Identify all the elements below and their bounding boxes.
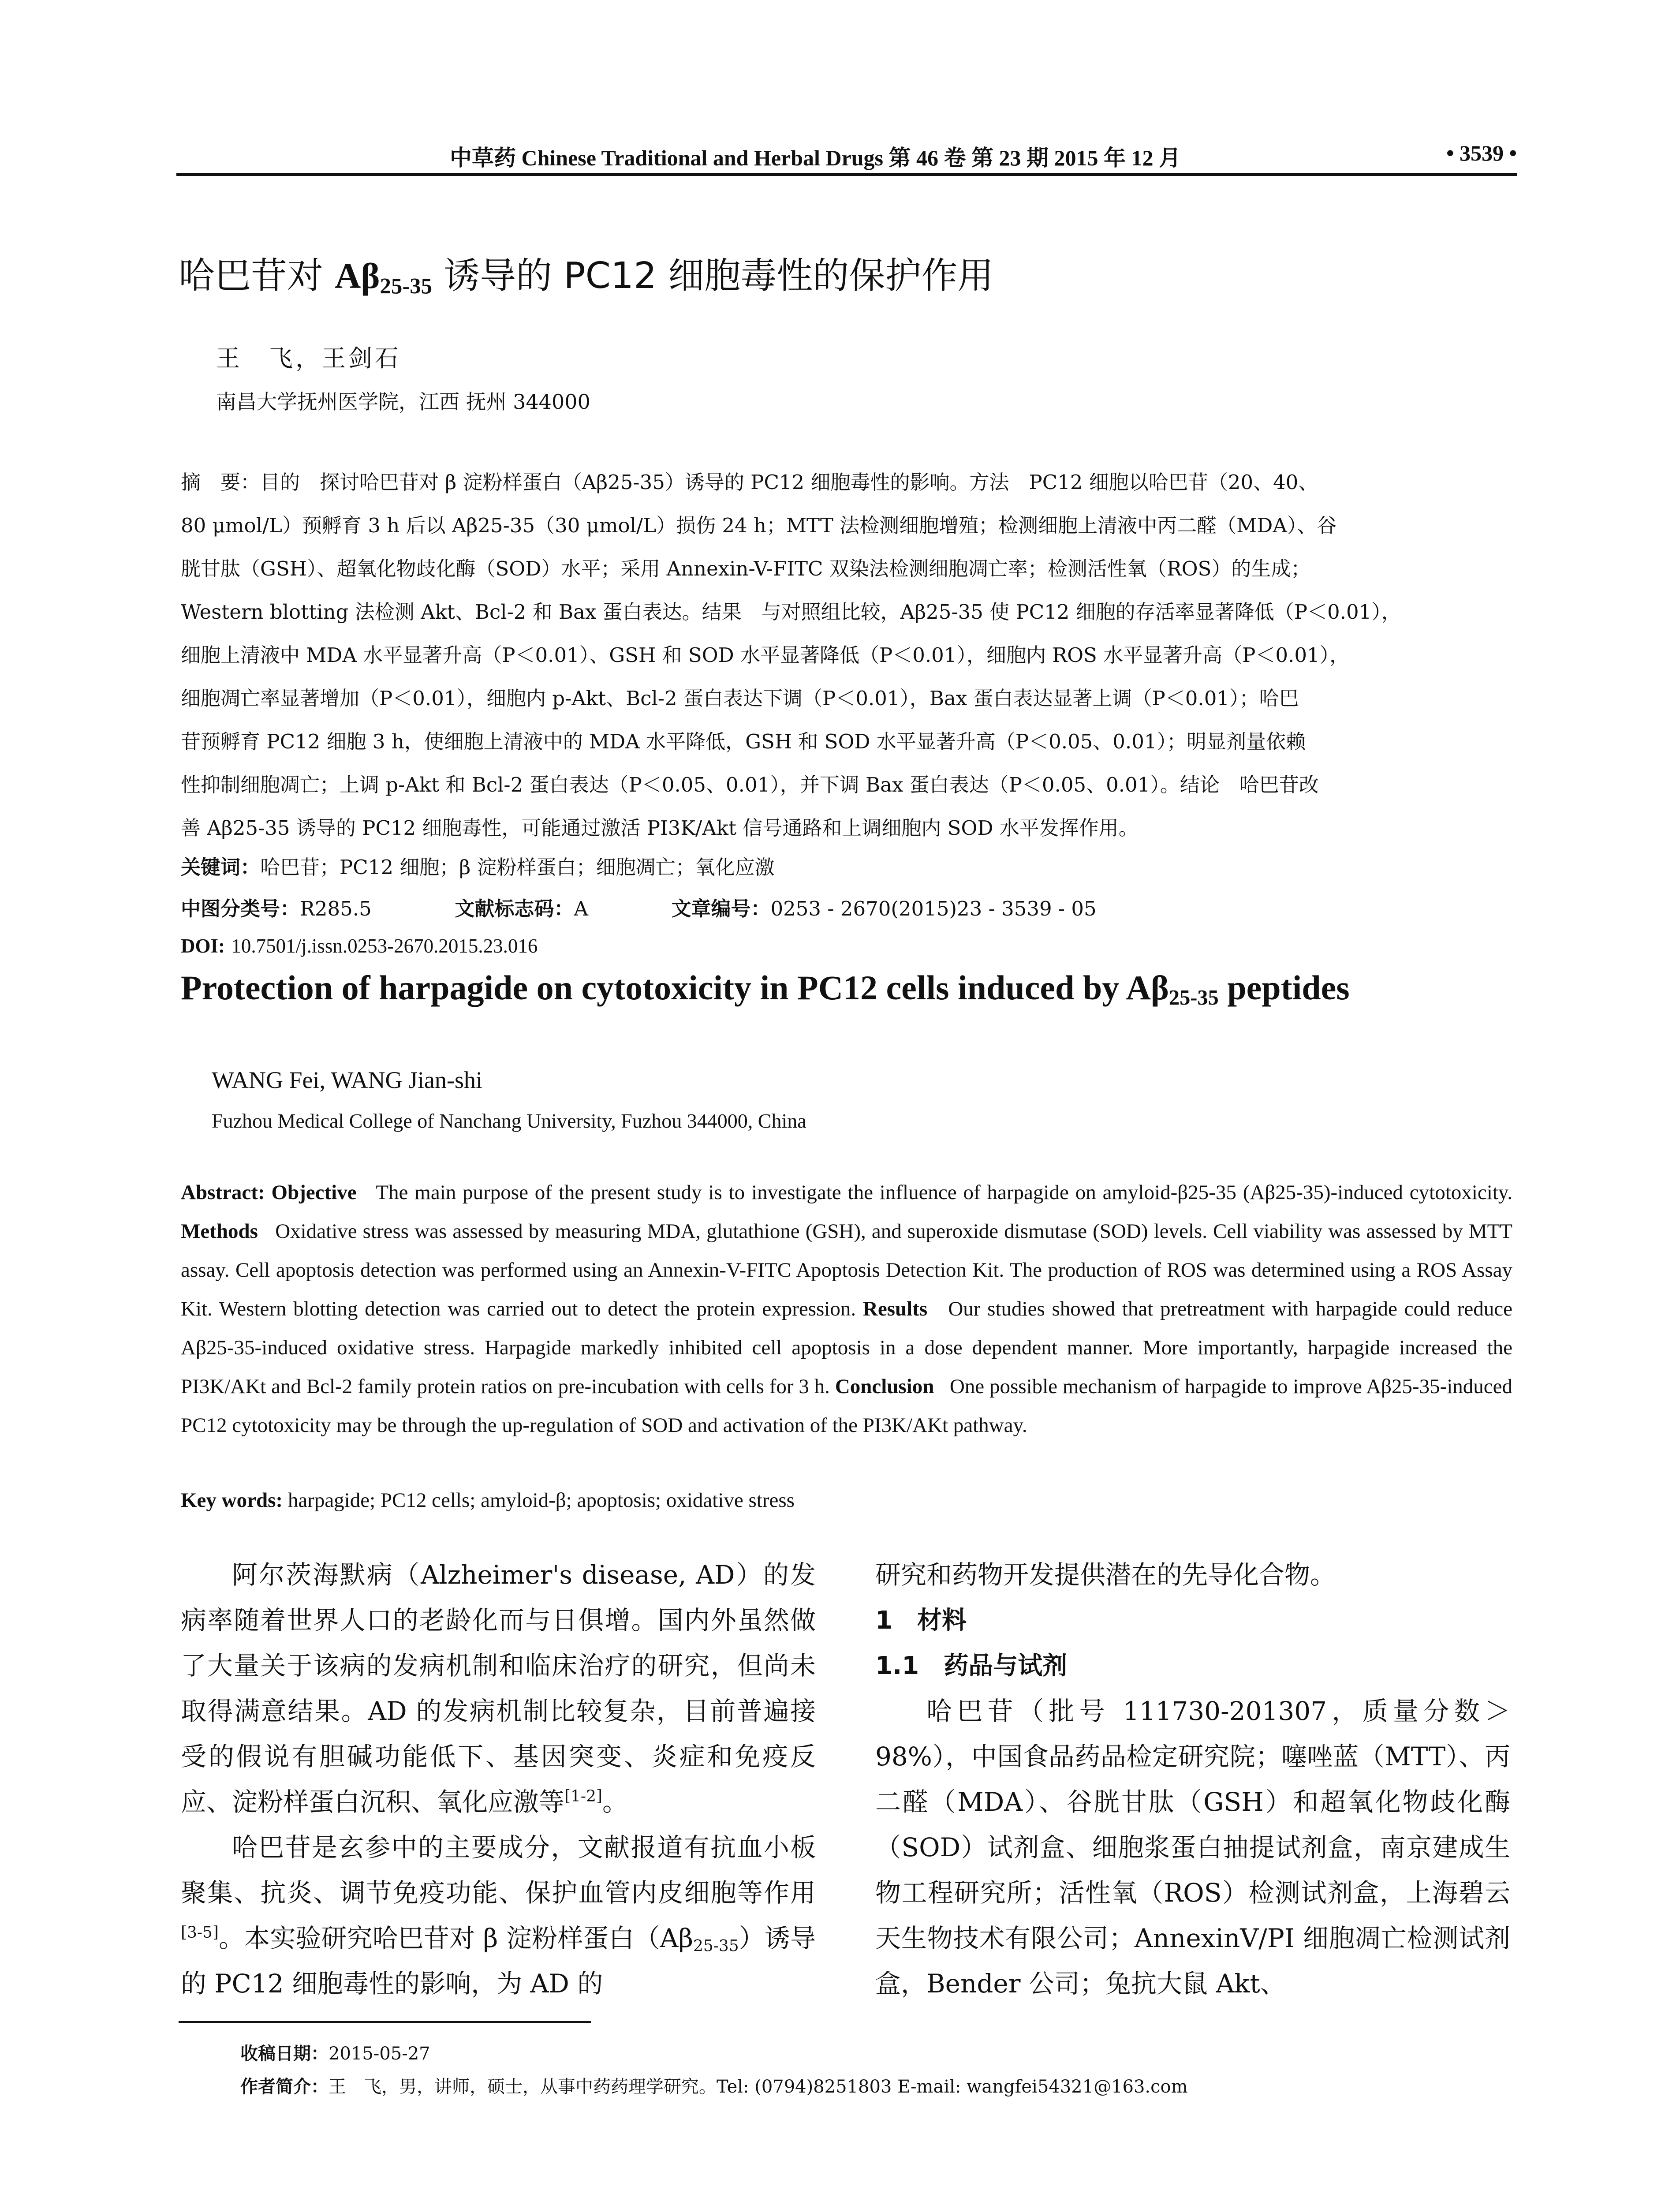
clc-value: R285.5 — [300, 897, 372, 920]
running-header — [176, 140, 1517, 176]
english-keywords — [181, 1488, 795, 1512]
methods-label: Methods — [181, 1220, 258, 1243]
keywords-value: 哈巴苷；PC12 细胞；β 淀粉样蛋白；细胞凋亡；氧化应激 — [260, 856, 775, 879]
abstract-line: 胱甘肽（GSH）、超氧化物歧化酶（SOD）水平；采用 Annexin-V-FITC 双染法检测细胞凋亡率；检测活性氧（ROS）的生成； — [181, 557, 1311, 580]
objective-label: Objective — [271, 1181, 357, 1204]
results-label: Results — [862, 1297, 928, 1320]
chinese-authors: 王 飞，王剑石 — [216, 344, 401, 372]
paragraph-text: 。本实验研究哈巴苷对 β 淀粉样蛋白（Aβ — [218, 1923, 693, 1953]
doccode-label: 文献标志码： — [455, 897, 574, 920]
journal-citation: 中草药 Chinese Traditional and Herbal Drugs 第 46 卷 第 23 期 2015 年 12 月 — [450, 146, 1181, 170]
body-right-column — [875, 1552, 1510, 2007]
english-affiliation: Fuzhou Medical College of Nanchang University, Fuzhou 344000, China — [212, 1110, 806, 1132]
doi-value[interactable]: 10.7501/j.issn.0253-2670.2015.23.016 — [231, 935, 538, 957]
english-title-sub: 25-35 — [1169, 986, 1219, 1010]
abstract-line: 性抑制细胞凋亡；上调 p-Akt 和 Bcl-2 蛋白表达（P＜0.05、0.01），并下调 Bax 蛋白表达（P＜0.05、0.01）。结论 哈巴苷改 — [181, 773, 1319, 796]
conclusion-label: Conclusion — [835, 1375, 934, 1398]
paragraph-text: 阿尔茨海默病（Alzheimer's disease, AD）的发病率随着世界人口的老龄化而与日俱增。国内外虽然做了大量关于该病的发病机制和临床治疗的研究，但尚未取得满意结果。AD 的发病机制比较复杂，目前普遍接受的假说有胆碱功能低下、基因突变、炎症和免疫反应、淀粉样蛋白沉积、氧化应激等 — [181, 1560, 816, 1817]
body-paragraph: 哈巴苷（批号 111730-201307，质量分数＞98%），中国食品药品检定研究院；噻唑蓝（MTT）、丙二醛（MDA）、谷胱甘肽（GSH）和超氧化物歧化酶（SOD）试剂盒、细胞浆蛋白抽提试剂盒，南京建成生物工程研究所；活性氧（ROS）检测试剂盒，上海碧云天生物技术有限公司；AnnexinV/PI 细胞凋亡检测试剂盒，Bender 公司；兔抗大鼠 Akt、 — [875, 1696, 1510, 1999]
abstract-label: Abstract: — [181, 1181, 265, 1204]
section-heading: 1 材料 — [875, 1606, 967, 1635]
body-paragraph-continued: 研究和药物开发提供潜在的先导化合物。 — [875, 1560, 1336, 1590]
subscript: 25-35 — [693, 1936, 739, 1955]
abstract-line: 细胞凋亡率显著增加（P＜0.01），细胞内 p-Akt、Bcl-2 蛋白表达下调（P＜0.01），Bax 蛋白表达显著上调（P＜0.01）；哈巴 — [181, 687, 1299, 710]
keywords-label: Key words: — [181, 1489, 283, 1512]
methods-text: Oxidative stress was assessed by measuring MDA, glutathione (GSH), and superoxide dismutase (SOD) levels. Cell viability was assessed by MTT assay. Cell apoptosis detection was performed using an Annexin-V-FITC Apoptosis Detection Kit. The production of ROS was determined using a ROS Assay Kit. Western blotting detection was carried out to detect the protein expression. — [181, 1220, 1513, 1320]
paragraph-text: 。 — [602, 1787, 628, 1817]
header-rule — [176, 173, 1517, 176]
paragraph-text: 哈巴苷是玄参中的主要成分，文献报道有抗血小板聚集、抗炎、调节免疫功能、保护血管内皮细胞等作用 — [181, 1832, 816, 1908]
article-number-label: 文章编号： — [671, 897, 771, 920]
subsection-heading: 1.1 药品与试剂 — [875, 1652, 1068, 1680]
author-bio — [240, 2073, 1188, 2098]
doi-label: DOI: — [181, 935, 225, 957]
english-abstract — [181, 1173, 1512, 1445]
english-title-part: Protection of harpagide on cytotoxicity in PC12 cells induced by Aβ — [181, 968, 1169, 1007]
received-label: 收稿日期： — [240, 2044, 329, 2064]
abstract-line: Western blotting 法检测 Akt、Bcl-2 和 Bax 蛋白表达。结果 与对照组比较，Aβ25-35 使 PC12 细胞的存活率显著降低（P＜0.01）， — [181, 600, 1401, 624]
author-bio-value: 王 飞，男，讲师，硕士，从事中药药理学研究。Tel: (0794)8251803 E-mail: wangfei54321@163.com — [329, 2077, 1188, 2097]
clc-label: 中图分类号： — [181, 897, 300, 920]
abstract-line: 摘 要：目的 探讨哈巴苷对 β 淀粉样蛋白（Aβ25-35）诱导的 PC12 细胞毒性的影响。方法 PC12 细胞以哈巴苷（20、40、 — [181, 471, 1318, 494]
chinese-title-abeta: Aβ — [335, 256, 380, 296]
english-title — [181, 968, 1350, 1008]
received-date — [240, 2040, 430, 2065]
doccode-value: A — [574, 897, 588, 920]
doi-line — [181, 934, 538, 957]
chinese-title — [179, 247, 993, 299]
page-number: • 3539 • — [1446, 141, 1517, 165]
body-left-column — [181, 1552, 816, 2007]
citation-ref[interactable]: [1-2] — [564, 1787, 602, 1805]
abstract-line: 苷预孵育 PC12 细胞 3 h，使细胞上清液中的 MDA 水平降低，GSH 和 SOD 水平显著升高（P＜0.05、0.01）；明显剂量依赖 — [181, 730, 1306, 753]
chinese-title-part: 诱导的 PC12 细胞毒性的保护作用 — [432, 255, 994, 297]
conclusion-text: One possible mechanism of harpagide to improve Aβ25-35-induced PC12 cytotoxicity may be through the up-regulation of SOD and activation of the PI3K/AKt pathway. — [181, 1375, 1513, 1437]
abstract-line: 善 Aβ25-35 诱导的 PC12 细胞毒性，可能通过激活 PI3K/Akt 信号通路和上调细胞内 SOD 水平发挥作用。 — [181, 816, 1139, 840]
paragraph-text: ）诱导的 PC12 细胞毒性的影响，为 AD 的 — [181, 1923, 816, 1999]
citation-ref[interactable]: [3-5] — [181, 1923, 219, 1942]
objective-text: The main purpose of the present study is to investigate the influence of harpagide on amyloid-β25-35 (Aβ25-35)-induced cytotoxicity. — [376, 1181, 1513, 1204]
chinese-title-sub: 25-35 — [380, 273, 433, 299]
received-value: 2015-05-27 — [329, 2044, 430, 2064]
body-paragraph — [181, 1825, 816, 2007]
keywords-label: 关键词： — [181, 856, 261, 879]
classification-line — [181, 893, 1097, 921]
author-bio-label: 作者简介： — [240, 2077, 329, 2097]
keywords-value: harpagide; PC12 cells; amyloid-β; apoptosis; oxidative stress — [287, 1489, 795, 1512]
abstract-line: 细胞上清液中 MDA 水平显著升高（P＜0.01）、GSH 和 SOD 水平显著降低（P＜0.01），细胞内 ROS 水平显著升高（P＜0.01）， — [181, 643, 1350, 667]
chinese-affiliation: 南昌大学抚州医学院，江西 抚州 344000 — [216, 390, 590, 414]
footnote-rule — [179, 2021, 591, 2023]
chinese-abstract — [181, 461, 1512, 850]
abstract-line: 80 μmol/L）预孵育 3 h 后以 Aβ25-35（30 μmol/L）损伤 24 h；MTT 法检测细胞增殖；检测细胞上清液中丙二醛（MDA）、谷 — [181, 514, 1337, 537]
english-authors: WANG Fei, WANG Jian-shi — [212, 1067, 482, 1093]
results-text: Our studies showed that pretreatment with harpagide could reduce Aβ25-35-induced oxidative stress. Harpagide markedly inhibited cell apoptosis in a dose dependent manner. More importantly, harpagide increased the PI3K/AKt and Bcl-2 family protein ratios on pre-incubation with cells for 3 h. — [181, 1297, 1513, 1398]
english-title-part: peptides — [1218, 968, 1350, 1007]
chinese-title-part: 哈巴苷对 — [179, 255, 335, 297]
chinese-keywords — [181, 851, 775, 880]
article-number-value: 0253 - 2670(2015)23 - 3539 - 05 — [770, 897, 1097, 920]
body-paragraph — [181, 1552, 816, 1825]
